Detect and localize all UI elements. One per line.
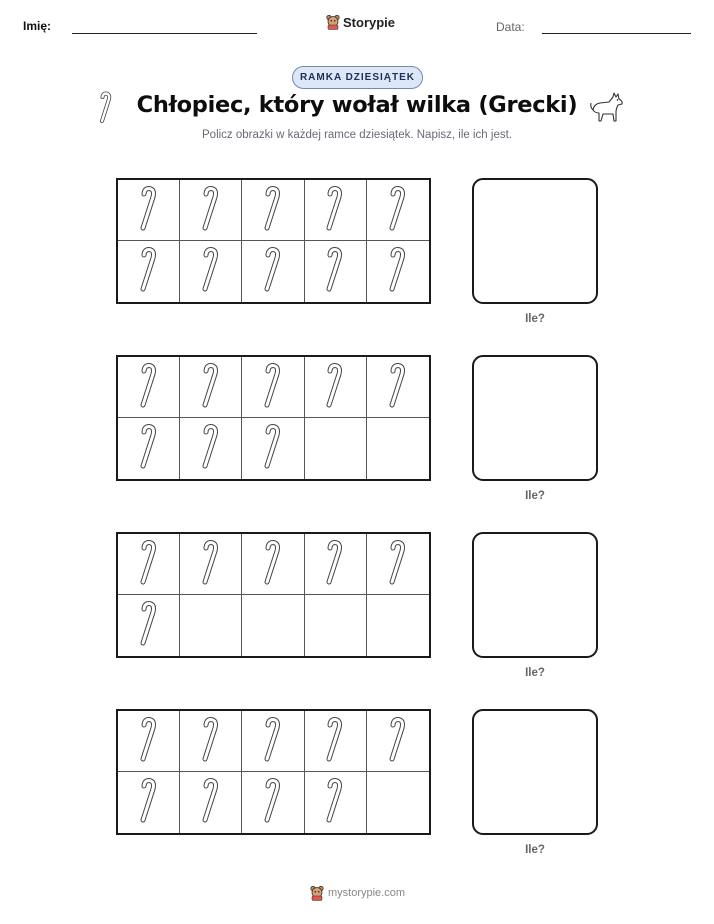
candy-cane-icon <box>138 362 160 413</box>
worksheet-type-badge: RAMKA DZIESIĄTEK <box>292 66 423 89</box>
answer-label: Ile? <box>525 844 545 856</box>
candy-cane-icon <box>262 777 284 828</box>
ten-frame-cell <box>118 418 180 479</box>
candy-cane-icon <box>200 246 222 297</box>
candy-cane-icon <box>138 600 160 651</box>
candy-cane-icon <box>387 716 409 767</box>
ten-frame-cell <box>367 180 429 241</box>
ten-frame-cell <box>305 180 367 241</box>
ten-frame-cell <box>367 241 429 302</box>
candy-cane-icon <box>138 185 160 236</box>
candy-cane-icon <box>138 246 160 297</box>
ten-frame-cell <box>180 711 242 772</box>
ten-frame-cell <box>242 595 304 656</box>
answer-box[interactable] <box>472 709 598 835</box>
candy-cane-icon <box>324 362 346 413</box>
ten-frame-cell <box>242 357 304 418</box>
ten-frame-cell <box>180 418 242 479</box>
candy-cane-icon <box>387 362 409 413</box>
ten-frame-cell <box>367 711 429 772</box>
ten-frame-cell <box>305 357 367 418</box>
candy-cane-icon <box>387 185 409 236</box>
ten-frame-cell <box>242 534 304 595</box>
candy-cane-icon <box>200 777 222 828</box>
ten-frame-cell <box>367 418 429 479</box>
ten-frame-cell <box>180 595 242 656</box>
name-line[interactable] <box>72 33 257 34</box>
candy-cane-icon <box>200 423 222 474</box>
candy-cane-icon <box>387 539 409 590</box>
candy-cane-icon <box>324 185 346 236</box>
ten-frame-cell <box>367 772 429 833</box>
page-title: Chłopiec, który wołał wilka (Grecki) <box>136 92 578 118</box>
candy-cane-icon <box>262 539 284 590</box>
date-line[interactable] <box>542 33 691 34</box>
ten-frame-cell <box>305 418 367 479</box>
ten-frame-cell <box>180 180 242 241</box>
candy-cane-icon <box>324 246 346 297</box>
date-label: Data: <box>496 20 525 34</box>
candy-cane-icon <box>138 539 160 590</box>
ten-frame-cell <box>367 357 429 418</box>
instructions: Policz obrazki w każdej ramce dziesiątek. Napisz, ile ich jest. <box>202 129 512 141</box>
answer-label: Ile? <box>525 490 545 502</box>
ten-frame-cell <box>180 772 242 833</box>
bear-logo-icon <box>326 14 340 30</box>
candy-cane-icon <box>138 777 160 828</box>
answer-box[interactable] <box>472 532 598 658</box>
candy-cane-icon <box>324 777 346 828</box>
candy-cane-icon <box>262 423 284 474</box>
footer <box>310 885 405 901</box>
bear-logo-icon <box>310 885 324 901</box>
ten-frame-cell <box>118 772 180 833</box>
ten-frame-cell <box>180 534 242 595</box>
ten-frame <box>116 178 431 304</box>
candy-cane-icon <box>200 716 222 767</box>
ten-frame-cell <box>118 534 180 595</box>
ten-frame-cell <box>367 595 429 656</box>
ten-frame-cell <box>180 241 242 302</box>
candy-cane-icon <box>138 716 160 767</box>
ten-frame-cell <box>305 241 367 302</box>
ten-frame-cell <box>242 241 304 302</box>
candy-cane-icon <box>200 185 222 236</box>
answer-box[interactable] <box>472 178 598 304</box>
candy-cane-icon <box>387 246 409 297</box>
candy-cane-icon <box>138 423 160 474</box>
candy-cane-icon <box>262 246 284 297</box>
candy-cane-icon <box>200 362 222 413</box>
candy-cane-icon <box>262 716 284 767</box>
ten-frame-cell <box>118 241 180 302</box>
wolf-icon <box>589 90 625 124</box>
ten-frame-cell <box>305 534 367 595</box>
candy-cane-icon <box>324 539 346 590</box>
brand-logo <box>326 14 395 30</box>
candy-cane-icon <box>200 539 222 590</box>
brand-name: Storypie <box>343 14 396 30</box>
ten-frame-cell <box>305 772 367 833</box>
ten-frame-cell <box>118 357 180 418</box>
ten-frame-cell <box>367 534 429 595</box>
ten-frame-cell <box>118 595 180 656</box>
ten-frame <box>116 532 431 658</box>
candy-cane-icon <box>97 90 117 124</box>
ten-frame-cell <box>305 711 367 772</box>
candy-cane-icon <box>324 716 346 767</box>
answer-label: Ile? <box>525 313 545 325</box>
name-label: Imię: <box>23 19 52 33</box>
ten-frame-cell <box>242 180 304 241</box>
ten-frame-cell <box>305 595 367 656</box>
ten-frame <box>116 709 431 835</box>
ten-frame-cell <box>118 711 180 772</box>
answer-label: Ile? <box>525 667 545 679</box>
footer-url: mystorypie.com <box>328 887 406 899</box>
ten-frame-cell <box>180 357 242 418</box>
ten-frame-cell <box>242 418 304 479</box>
candy-cane-icon <box>262 185 284 236</box>
ten-frame <box>116 355 431 481</box>
ten-frame-cell <box>118 180 180 241</box>
candy-cane-icon <box>262 362 284 413</box>
ten-frame-cell <box>242 711 304 772</box>
answer-box[interactable] <box>472 355 598 481</box>
ten-frame-cell <box>242 772 304 833</box>
